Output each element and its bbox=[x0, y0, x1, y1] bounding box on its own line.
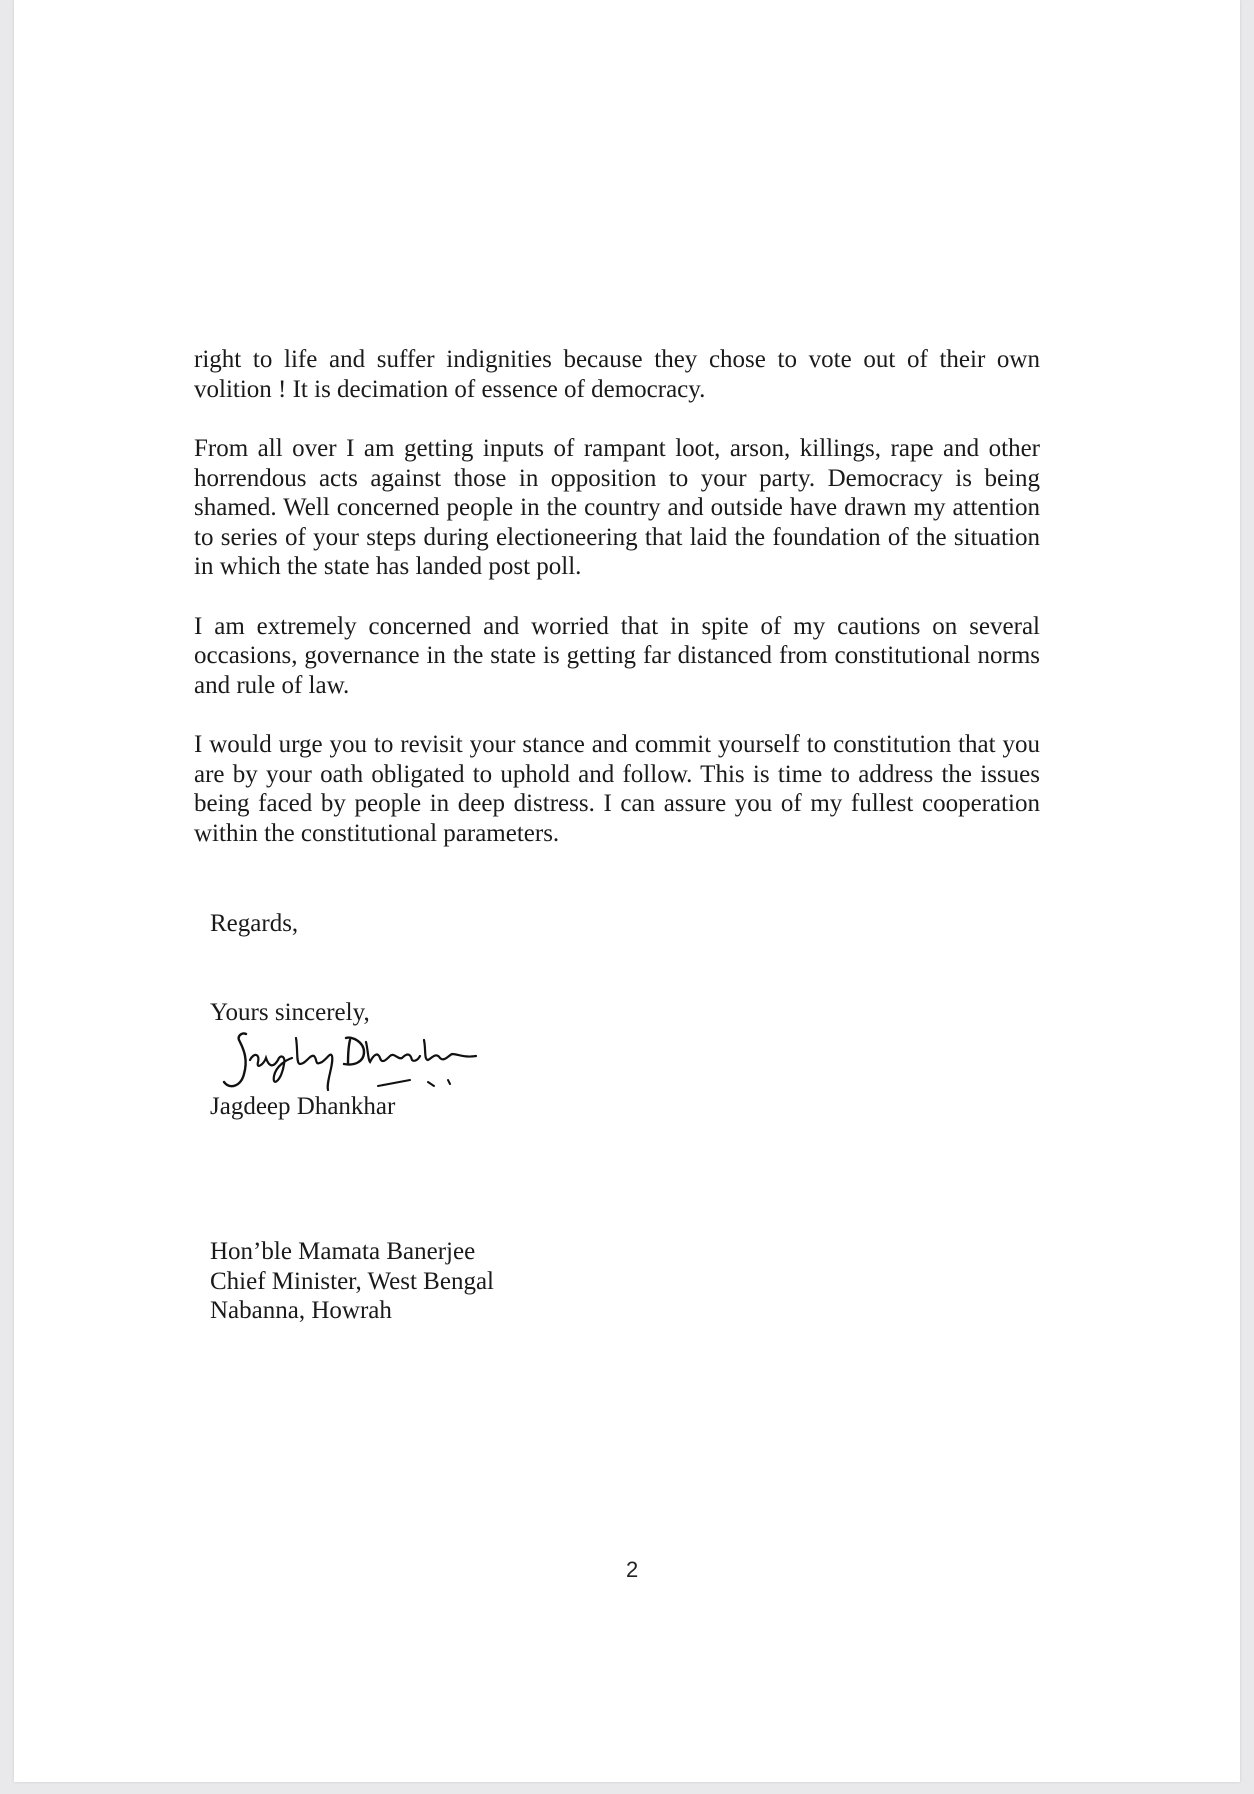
letter-page bbox=[14, 0, 1240, 1782]
page-number: 2 bbox=[626, 1557, 639, 1582]
paragraph-3: I am extremely concerned and worried that in spite of my cautions on several occasions, governance in the state is getting far distanced from constitutional norms and rule of law. bbox=[194, 612, 1040, 699]
paragraph-2: From all over I am getting inputs of rampant loot, arson, killings, rape and other horrendous acts against those in opposition to your party. Democracy is being shamed. Well concerned people in the country and outside have drawn my attention to series of your steps during electioneering that laid the foundation of the situation in which the state has landed post poll. bbox=[194, 435, 1040, 580]
paragraph-1: right to life and suffer indignities because they chose to vote out of their own volition ! It is decimation of essence of democracy. bbox=[194, 346, 1040, 403]
addressee-title: Chief Minister, West Bengal bbox=[210, 1267, 494, 1295]
letter-body bbox=[194, 345, 1040, 848]
regards-line: Regards, bbox=[210, 910, 299, 937]
addressee-block bbox=[210, 1237, 494, 1326]
addressee-name: Hon’ble Mamata Banerjee bbox=[210, 1238, 476, 1265]
paragraph-4: I would urge you to revisit your stance and commit yourself to constitution that you are by your oath obligated to uphold and follow. This is time to address the issues being faced by people in deep distress. I can assure you of my fullest cooperation within the constitutional parameters. bbox=[194, 731, 1040, 847]
handwritten-signature bbox=[214, 1030, 484, 1092]
closing-line: Yours sincerely, bbox=[210, 999, 370, 1026]
signatory-name: Jagdeep Dhankhar bbox=[210, 1093, 396, 1120]
addressee-address: Nabanna, Howrah bbox=[210, 1297, 392, 1324]
